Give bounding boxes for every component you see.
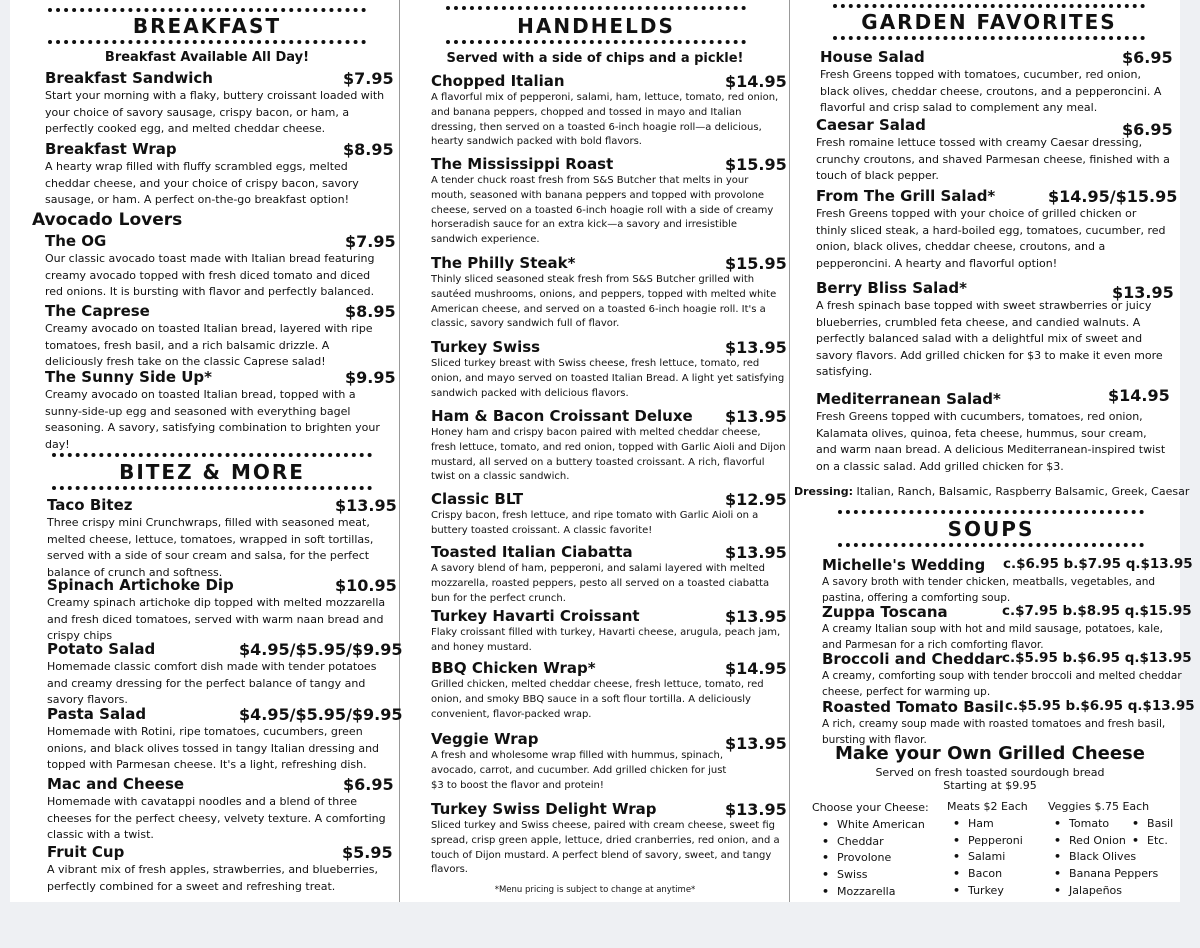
- item-name: The Mississippi Roast: [431, 155, 614, 173]
- item-description: Sliced turkey breast with Swiss cheese, fresh lettuce, tomato, red onion, and mayo served on toasted Italian Bread. A light yet satisfying sandwich packed with delicious flavors.: [431, 358, 785, 399]
- item-price: c.$5.95 b.$6.95 q.$13.95: [1002, 650, 1192, 666]
- item-price: $14.95/$15.95: [1048, 187, 1178, 206]
- menu-item: [431, 543, 786, 606]
- item-price: $7.95: [345, 232, 396, 251]
- item-description: A savory blend of ham, pepperoni, and salami layered with melted mozzarella, roasted peppers, pesto all served on a toasted ciabatta bun for the perfect crunch.: [431, 563, 770, 604]
- item-price: $13.95: [725, 407, 787, 426]
- menu-item: [431, 254, 786, 332]
- item-name: Zuppa Toscana: [822, 603, 948, 621]
- meat-option: • Turkey: [953, 883, 1028, 900]
- menu-item: [45, 302, 396, 371]
- handhelds-tagline: Served with a side of chips and a pickle!: [446, 51, 744, 66]
- dotted-divider: [48, 8, 366, 12]
- item-price: $13.95: [725, 543, 787, 562]
- menu-item: [47, 496, 397, 581]
- item-description: Start your morning with a flaky, buttery croissant loaded with your choice of savory sausage, crispy bacon, or ham, a perfectly cooked egg, and melted cheddar cheese.: [45, 89, 385, 135]
- breakfast-tagline: Breakfast Available All Day!: [104, 50, 310, 65]
- item-name: Roasted Tomato Basil: [822, 698, 1004, 716]
- item-price: c.$7.95 b.$8.95 q.$15.95: [1002, 603, 1192, 619]
- soups-heading: SOUPS: [947, 517, 1035, 541]
- item-price: $6.95: [343, 775, 394, 794]
- item-name: Chopped Italian: [431, 72, 565, 90]
- meat-option: • Bacon: [953, 866, 1028, 883]
- item-price: $13.95: [725, 607, 787, 626]
- item-name: Classic BLT: [431, 490, 524, 508]
- item-name: The Philly Steak*: [431, 254, 576, 272]
- dotted-divider: [52, 453, 372, 457]
- dotted-divider: [48, 40, 366, 44]
- item-name: Turkey Swiss Delight Wrap: [431, 800, 657, 818]
- menu-item: [431, 490, 786, 539]
- dotted-divider: [52, 486, 372, 490]
- menu-item: [45, 232, 396, 301]
- menu-item: [816, 279, 1174, 381]
- item-name: The Sunny Side Up*: [45, 368, 212, 386]
- item-price: $7.95: [343, 69, 394, 88]
- item-description: A creamy Italian soup with hot and mild sausage, potatoes, kale, and Parmesan for a rich comforting flavor.: [822, 623, 1163, 651]
- veggie-option: • Red Onion: [1054, 833, 1158, 850]
- dotted-divider: [833, 4, 1145, 8]
- garden-heading: GARDEN FAVORITES: [861, 10, 1117, 34]
- veggie-option: • Black Olives: [1054, 849, 1158, 866]
- meats-header: Meats $2 Each: [947, 800, 1028, 813]
- item-description: A rich, creamy soup made with roasted tomatoes and fresh basil, bursting with flavor.: [822, 718, 1166, 746]
- item-name: The Caprese: [45, 302, 150, 320]
- item-name: Mediterranean Salad*: [816, 390, 1001, 408]
- item-description: Homemade with cavatappi noodles and a blend of three cheeses for the perfect cheesy, velvety texture. A comforting classic with a twist.: [47, 795, 386, 841]
- dotted-divider: [446, 40, 746, 44]
- item-name: House Salad: [820, 48, 925, 66]
- veggie-option: • Basil: [1132, 816, 1173, 833]
- item-description: A hearty wrap filled with fluffy scrambled eggs, melted cheddar cheese, and your choice of crispy bacon, savory sausage, or ham. A perfect on-the-go breakfast option!: [45, 160, 359, 206]
- item-name: Fruit Cup: [47, 843, 125, 861]
- item-price: c.$6.95 b.$7.95 q.$13.95: [1003, 556, 1193, 572]
- item-description: Crispy bacon, fresh lettuce, and ripe tomato with Garlic Aioli on a buttery toasted croissant. A classic favorite!: [431, 510, 759, 536]
- menu-item: [822, 603, 1192, 653]
- item-price: $13.95: [725, 338, 787, 357]
- item-price: $14.95: [1108, 386, 1170, 405]
- item-price: $13.95: [335, 496, 397, 515]
- item-price: $14.95: [725, 659, 787, 678]
- item-description: Homemade classic comfort dish made with tender potatoes and creamy dressing for the perfect balance of tangy and savory flavors.: [47, 660, 377, 706]
- veggies-header: Veggies $.75 Each: [1048, 800, 1150, 813]
- menu-item: [45, 140, 394, 209]
- item-name: Breakfast Sandwich: [45, 69, 213, 87]
- item-price: $5.95: [342, 843, 393, 862]
- grilled-cheese-title: Make your Own Grilled Cheese: [835, 743, 1145, 764]
- menu-item: [45, 368, 396, 453]
- menu-page: [10, 0, 1195, 902]
- right-column: [790, 0, 1195, 902]
- item-name: Breakfast Wrap: [45, 140, 177, 158]
- menu-item: [47, 640, 403, 709]
- cheese-header: Choose your Cheese:: [812, 801, 929, 814]
- item-price: $4.95/$5.95/$9.95: [239, 640, 403, 659]
- item-description: Creamy avocado on toasted Italian bread, layered with ripe tomatoes, fresh basil, and a rich balsamic drizzle. A deliciously fresh take on the classic Caprese salad!: [45, 322, 373, 368]
- dotted-divider: [833, 36, 1145, 40]
- menu-item: [822, 650, 1192, 700]
- item-description: Fresh Greens topped with cucumbers, tomatoes, red onion, Kalamata olives, quinoa, feta cheese, hummus, sour cream, and warm naan bread. A delicious Mediterranean-inspired twist on a classic salad. Add grilled chicken for $3.: [816, 410, 1166, 473]
- menu-item: [47, 705, 403, 774]
- dotted-divider: [446, 6, 746, 10]
- menu-item: [820, 48, 1173, 117]
- cheese-option: • Provolone: [822, 850, 929, 867]
- menu-item: [431, 659, 786, 722]
- item-description: Creamy avocado on toasted Italian bread, topped with a sunny-side-up egg and seasoned with everything bagel seasoning. A savory, satisfying combination to brighten your day!: [45, 388, 380, 451]
- item-description: Fresh Greens topped with tomatoes, cucumber, red onion, black olives, cheddar cheese, croutons, and a pepperoncini. A flavorful and crisp salad to complement any meal.: [820, 68, 1162, 114]
- item-description: Creamy spinach artichoke dip topped with melted mozzarella and fresh diced tomatoes, served with warm naan bread and crispy chips: [47, 596, 386, 642]
- dressing-options: [794, 485, 1189, 498]
- item-name: Pasta Salad: [47, 705, 147, 723]
- item-description: Sliced turkey and Swiss cheese, paired with cream cheese, sweet fig spread, crisp green apple, lettuce, dried cranberries, red onion, and a touch of Dijon mustard. A perfect blend of savory, sweet, and tangy flavors.: [431, 820, 780, 876]
- item-description: Flaky croissant filled with turkey, Havarti cheese, arugula, peach jam, and honey mustard.: [431, 627, 781, 653]
- item-price: c.$5.95 b.$6.95 q.$13.95: [1005, 698, 1195, 714]
- menu-item: [431, 72, 786, 150]
- item-name: Ham & Bacon Croissant Deluxe: [431, 407, 693, 425]
- cheese-option: • Cheddar: [822, 834, 929, 851]
- pricing-note: *Menu pricing is subject to change at anytime*: [494, 885, 696, 895]
- item-description: A tender chuck roast fresh from S&S Butcher that melts in your mouth, seasoned with banana peppers and topped with provolone cheese, served on a toasted 6-inch hoagie roll with a side of creamy horseradish sauce for an extra kick—a savory and irresistible sandwich experience.: [431, 175, 774, 246]
- item-price: $14.95: [725, 72, 787, 91]
- item-description: A fresh spinach base topped with sweet strawberries or juicy blueberries, crumbled feta cheese, and candied walnuts. A perfectly balanced salad with a delightful mix of sweet and savory flavors. Add grilled chicken for $3 to make it even more satisfying.: [816, 299, 1163, 378]
- item-name: Turkey Swiss: [431, 338, 541, 356]
- menu-item: [822, 698, 1195, 748]
- menu-item: [431, 730, 786, 793]
- menu-item: [47, 576, 397, 645]
- veggie-option: • Jalapeños: [1054, 883, 1158, 900]
- dressing-label: Dressing:: [794, 485, 853, 498]
- item-price: $4.95/$5.95/$9.95: [239, 705, 403, 724]
- grilled-cheese-subtitle: Served on fresh toasted sourdough bread: [875, 766, 1105, 779]
- item-price: $8.95: [343, 140, 394, 159]
- item-price: $13.95: [725, 734, 787, 753]
- cheese-option: • White American: [822, 817, 929, 834]
- item-price: $6.95: [1122, 48, 1173, 67]
- menu-item: [431, 607, 786, 656]
- item-price: $6.95: [1122, 120, 1173, 139]
- item-price: $15.95: [725, 155, 787, 174]
- item-description: A vibrant mix of fresh apples, strawberries, and blueberries, perfectly combined for a sweet and refreshing treat.: [47, 863, 378, 893]
- item-price: $13.95: [725, 800, 787, 819]
- item-description: Grilled chicken, melted cheddar cheese, fresh lettuce, tomato, red onion, and smoky BBQ sauce in a soft flour tortilla. A deliciously convenient, flavor-packed wrap.: [431, 679, 764, 720]
- item-name: BBQ Chicken Wrap*: [431, 659, 596, 677]
- veggie-option: • Banana Peppers: [1054, 866, 1158, 883]
- menu-item: [47, 843, 392, 895]
- item-name: Taco Bitez: [47, 496, 133, 514]
- menu-item: [47, 775, 392, 844]
- item-name: Turkey Havarti Croissant: [431, 607, 640, 625]
- item-description: A savory broth with tender chicken, meatballs, vegetables, and pastina, offering a comforting soup.: [822, 576, 1156, 604]
- menu-item: [45, 69, 394, 138]
- dotted-divider: [838, 543, 1144, 547]
- meat-option: • Ham: [953, 816, 1028, 833]
- item-description: Our classic avocado toast made with Italian bread featuring creamy avocado topped with fresh diced tomato and diced red onions. It is bursting with flavor and perfectly balanced.: [45, 252, 375, 298]
- item-description: Fresh Greens topped with your choice of grilled chicken or thinly sliced steak, a hard-boiled egg, tomatoes, cucumber, red onion, black olives, cheddar cheese, croutons, and a pepperoncini. A hearty and flavorful option!: [816, 207, 1166, 270]
- item-description: Three crispy mini Crunchwraps, filled with seasoned meat, melted cheese, lettuce, tomatoes, wrapped in soft tortillas, served with a side of sour cream and salsa, for the perfect balance of crunch and softness.: [47, 516, 374, 579]
- item-name: Broccoli and Cheddar: [822, 650, 1003, 668]
- item-price: $9.95: [345, 368, 396, 387]
- menu-item: [816, 187, 1178, 272]
- avocado-heading: Avocado Lovers: [32, 210, 183, 230]
- item-price: $12.95: [725, 490, 787, 509]
- veggie-extra-options: [1132, 816, 1173, 850]
- item-description: Thinly sliced seasoned steak fresh from S&S Butcher grilled with sautéed mushrooms, onions, and peppers, topped with melted white American cheese, and served on a toasted 6-inch hoagie roll. It's a classic, savory sandwich full of flavor.: [431, 274, 777, 330]
- bitez-heading: BITEZ & MORE: [119, 460, 305, 484]
- item-price: $8.95: [345, 302, 396, 321]
- cheese-option: • Mozzarella: [822, 884, 929, 901]
- grilled-cheese-starting-price: Starting at $9.95: [943, 779, 1037, 792]
- item-description: A fresh and wholesome wrap filled with hummus, spinach, avocado, carrot, and cucumber. Add grilled chicken for just $3 to boost the flavor and protein!: [431, 750, 727, 791]
- dotted-divider: [838, 510, 1144, 514]
- menu-item: [816, 386, 1170, 475]
- menu-item: [431, 155, 786, 248]
- cheese-options: [812, 800, 929, 901]
- handhelds-heading: HANDHELDS: [517, 14, 675, 38]
- left-column: [10, 0, 403, 902]
- middle-column: [400, 0, 789, 902]
- item-name: From The Grill Salad*: [816, 187, 996, 205]
- breakfast-heading: BREAKFAST: [132, 14, 282, 38]
- item-name: Veggie Wrap: [431, 730, 539, 748]
- menu-item: [431, 338, 786, 401]
- item-name: Caesar Salad: [816, 116, 926, 134]
- item-description: Fresh romaine lettuce tossed with creamy Caesar dressing, crunchy croutons, and shaved Parmesan cheese, finished with a touch of black pepper.: [816, 136, 1170, 182]
- item-description: Homemade with Rotini, ripe tomatoes, cucumbers, green onions, and black olives tossed in tangy Italian dressing and topped with Parmesan cheese. It's a light, refreshing dish.: [47, 725, 380, 771]
- item-name: Michelle's Wedding: [822, 556, 986, 574]
- item-description: A creamy, comforting soup with tender broccoli and melted cheddar cheese, perfect for warming up.: [822, 670, 1182, 698]
- menu-item: [816, 116, 1173, 185]
- item-name: Toasted Italian Ciabatta: [431, 543, 633, 561]
- item-description: Honey ham and crispy bacon paired with melted cheddar cheese, fresh lettuce, tomato, and red onion, topped with Garlic Aioli and Dijon mustard, all served on a buttery toasted croissant. A rich, flavorful twist on a classic sandwich.: [431, 427, 786, 483]
- item-description: A flavorful mix of pepperoni, salami, ham, lettuce, tomato, red onion, and banana peppers, chopped and tossed in mayo and Italian dressing, then served on a toasted 6-inch hoagie roll—a delicious, hearty sandwich packed with bold flavors.: [431, 92, 779, 148]
- item-price: $10.95: [335, 576, 397, 595]
- item-name: The OG: [45, 232, 107, 250]
- item-name: Berry Bliss Salad*: [816, 279, 967, 297]
- meat-option: • Salami: [953, 849, 1028, 866]
- menu-item: [431, 800, 786, 878]
- item-name: Potato Salad: [47, 640, 156, 658]
- item-price: $15.95: [725, 254, 787, 273]
- dressing-list: Italian, Ranch, Balsamic, Raspberry Balsamic, Greek, Caesar: [853, 485, 1190, 498]
- item-price: $13.95: [1112, 283, 1174, 302]
- item-name: Spinach Artichoke Dip: [47, 576, 234, 594]
- menu-item: [822, 556, 1193, 606]
- meat-options: [947, 799, 1028, 900]
- item-name: Mac and Cheese: [47, 775, 185, 793]
- menu-item: [431, 407, 786, 485]
- cheese-option: • Swiss: [822, 867, 929, 884]
- meat-option: • Pepperoni: [953, 833, 1028, 850]
- veggie-option: • Tomato: [1054, 816, 1158, 833]
- veggie-option: • Etc.: [1132, 833, 1173, 850]
